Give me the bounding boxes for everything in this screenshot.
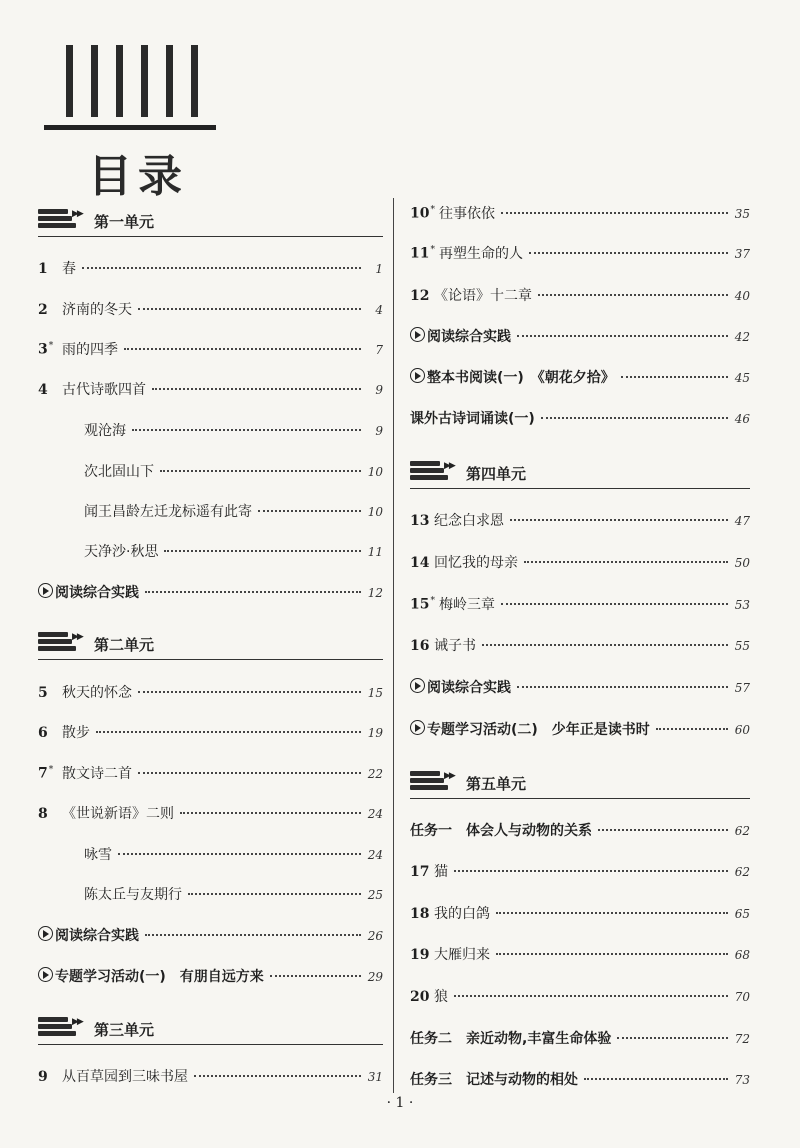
decorative-bars xyxy=(66,45,201,117)
unit-header-4 xyxy=(410,455,750,489)
toc-entry-2[interactable]: 2 济南的冬天 4 xyxy=(38,302,383,318)
toc-entry-20[interactable]: 20 狼 70 xyxy=(410,989,750,1005)
unit-title: 第四单元 xyxy=(466,465,527,483)
toc-entry-7[interactable]: 7* 散文诗二首 22 xyxy=(38,765,383,782)
toc-entry-6[interactable]: 6 散步 19 xyxy=(38,725,383,741)
toc-entry-15[interactable]: 15* 梅岭三章 53 xyxy=(410,596,750,613)
arrow-icon: ▶▶ xyxy=(72,209,82,219)
toc-entry-5[interactable]: 5 秋天的怀念 15 xyxy=(38,685,383,701)
toc-task-2[interactable]: 任务二 亲近动物,丰富生命体验 72 xyxy=(410,1031,750,1047)
toc-subentry[interactable]: 观沧海 9 xyxy=(84,423,383,439)
toc-entry-8[interactable]: 8 《世说新语》二则 24 xyxy=(38,806,383,822)
unit-header-3 xyxy=(38,1011,383,1045)
toc-activity[interactable]: 专题学习活动(一) 有朋自远方来 29 xyxy=(38,966,383,990)
unit-header-5 xyxy=(410,765,750,799)
toc-task-3[interactable]: 任务三 记述与动物的相处 73 xyxy=(410,1072,750,1088)
toc-entry-19[interactable]: 19 大雁归来 68 xyxy=(410,947,750,963)
toc-entry-10[interactable]: 10* 往事依依 35 xyxy=(410,205,750,222)
arrow-icon: ▶▶ xyxy=(72,632,82,642)
unit-header-2 xyxy=(38,626,383,660)
unit-title: 第一单元 xyxy=(94,213,155,231)
play-circle-icon xyxy=(410,327,425,342)
title-rule xyxy=(44,125,216,130)
play-circle-icon xyxy=(38,926,53,941)
play-circle-icon xyxy=(38,583,53,598)
unit-title: 第五单元 xyxy=(466,775,527,793)
toc-subentry[interactable]: 闻王昌龄左迁龙标遥有此寄 10 xyxy=(84,504,383,520)
toc-subentry[interactable]: 陈太丘与友期行 25 xyxy=(84,887,383,903)
play-circle-icon xyxy=(410,720,425,735)
toc-activity[interactable]: 阅读综合实践 26 xyxy=(38,925,383,949)
toc-entry-11[interactable]: 11* 再塑生命的人 37 xyxy=(410,245,750,262)
column-divider xyxy=(393,198,394,1093)
toc-entry-16[interactable]: 16 诫子书 55 xyxy=(410,638,750,654)
toc-activity[interactable]: 整本书阅读(一) 《朝花夕拾》 45 xyxy=(410,367,750,391)
toc-entry-3[interactable]: 3* 雨的四季 7 xyxy=(38,341,383,358)
toc-subentry[interactable]: 次北固山下 10 xyxy=(84,464,383,480)
unit-title: 第三单元 xyxy=(94,1021,155,1039)
toc-task-1[interactable]: 任务一 体会人与动物的关系 62 xyxy=(410,823,750,839)
toc-entry-14[interactable]: 14 回忆我的母亲 50 xyxy=(410,555,750,571)
toc-entry-9[interactable]: 9 从百草园到三味书屋 31 xyxy=(38,1069,383,1085)
play-circle-icon xyxy=(410,368,425,383)
toc-activity[interactable]: 专题学习活动(二) 少年正是读书时 60 xyxy=(410,719,750,743)
arrow-icon: ▶▶ xyxy=(444,461,454,471)
arrow-icon: ▶▶ xyxy=(444,771,454,781)
play-circle-icon xyxy=(410,678,425,693)
toc-subentry[interactable]: 天净沙·秋思 11 xyxy=(84,544,383,560)
play-circle-icon xyxy=(38,967,53,982)
toc-activity[interactable]: 阅读综合实践 57 xyxy=(410,677,750,701)
unit-title: 第二单元 xyxy=(94,636,155,654)
toc-activity[interactable]: 阅读综合实践 42 xyxy=(410,326,750,350)
toc-activity[interactable]: 阅读综合实践 12 xyxy=(38,582,383,606)
arrow-icon: ▶▶ xyxy=(72,1017,82,1027)
unit-header-1 xyxy=(38,203,383,237)
toc-entry-4[interactable]: 4 古代诗歌四首 9 xyxy=(38,382,383,398)
toc-entry-1[interactable]: 1 春 1 xyxy=(38,261,383,277)
page-number: · 1 · xyxy=(386,1095,414,1111)
toc-entry-12[interactable]: 12 《论语》十二章 40 xyxy=(410,288,750,304)
page-title: 目录 xyxy=(88,151,188,202)
toc-entry-18[interactable]: 18 我的白鸽 65 xyxy=(410,906,750,922)
toc-entry-13[interactable]: 13 纪念白求恩 47 xyxy=(410,513,750,529)
toc-entry-17[interactable]: 17 猫 62 xyxy=(410,864,750,880)
toc-subentry[interactable]: 咏雪 24 xyxy=(84,847,383,863)
toc-entry-extra-poems[interactable]: 课外古诗词诵读(一) 46 xyxy=(410,411,750,427)
